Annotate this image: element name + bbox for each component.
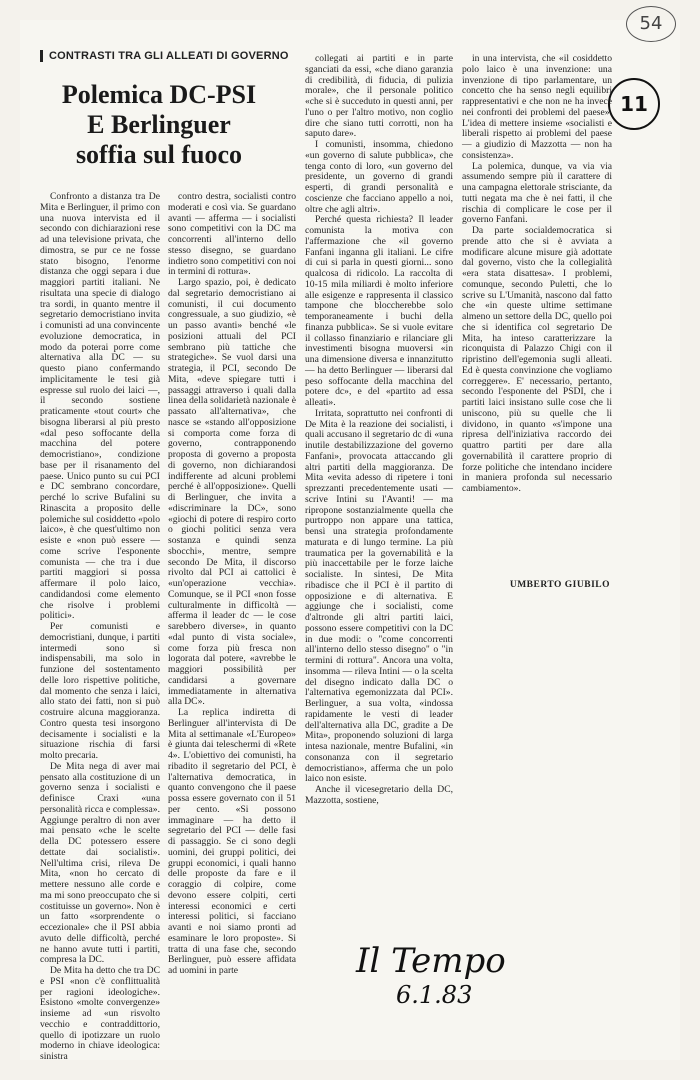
paragraph: Largo spazio, poi, è dedicato dal segretario democristiano ai comunisti, il cui documento congressuale, a suo giudizio, «è un passo avanti» benché «le posizioni attuali del PCI sembrano più tattiche che strategiche». Se vuol darsi una strategia, il PCI, secondo De Mita, «deve spiegare tutti i passaggi attraverso i quali dalla linea della solidarietà nazionale è passato all'alternativa», che nasce se «stando all'opposizione si comporta come forza di governo, contrapponendo proposta di governo a proposta di governo, non dichiarandosi indifferente ad alcuni problemi perché è all'opposizione». Quelli di Berlinguer, che invita a «discriminare la DC», sono «giochi di potere di respiro corto o giochi politici senza vera sostanza e quindi senza sbocchi», mentre, sempre secondo De Mita, il discorso rivolto dal PCI ai cattolici è «un'operazione vecchia». Comunque, se il PCI «non fosse culturalmente in difficoltà — afferma il leader dc — le cose sarebbero diverse», in quanto «dal punto di vista sociale», come forza più fresca non logorata dal potere, «avrebbe le maggiori possibilità per candidarsi a governare immediatamente in alternativa alla DC». (168, 277, 296, 708)
paragraph: I comunisti, insomma, chiedono «un governo di salute pubblica», che tenga conto di loro, «un governo del presidente, un governo di grandi esperti, di grandi personalità e coscienze che facciano appello a noi, oltre che agli altri». (305, 139, 453, 215)
article-column-3 (305, 54, 453, 976)
paragraph: Per comunisti e democristiani, dunque, i partiti intermedi sono sì indispensabili, ma solo in funzione del sostentamento delle loro rispettive politiche, dal momento che senza i laici, allo stato dei fatti, non si può costruire alcuna maggioranza. Contro questa tesi insorgono decisamente i socialisti e la situazione rischia di farsi molto precaria. (40, 621, 160, 761)
paragraph: Irritata, soprattutto nei confronti di De Mita è la reazione dei socialisti, i quali accusano il segretario dc di «una inutile destabilizzazione del governo Fanfani», provocata attaccando gli altri partiti della maggioranza. De Mita «evita adesso di ripetere i toni sprezzanti precedentemente usati — scrive Intini su l'Avanti! — ma ripropone sostanzialmente quella che purtroppo non appare una tattica, bensì una strategia profondamente maturata e di lungo termine. La più traumatica per la governabilità e la più inaccettabile per le forze laiche socialiste. In sintesi, De Mita ribadisce che il PCI è il partito di opposizione e di alternativa. E aggiunge che i socialisti, come d'altronde gli altri partiti laici, possono essere competitivi con la DC in due modi: o "come concorrenti all'interno dello stesso disegno" o "in termini di rottura". Ancora una volta, insomma — rileva Intini — o la scelta del disegno indicato dalla DC o l'alternativa egemonizzata dal PCI». Berlinguer, a sua volta, «indossa rapidamente le vesti di leader dell'alternativa alla DC, gradite a De Mita», proponendo soluzioni di larga intesa nazionale, mentre Bufalini, «in consonanza con il segretario democristiano», afferma che un polo laico non esiste. (305, 407, 453, 785)
article-column-1 (40, 191, 160, 1062)
paragraph: collegati ai partiti e in parte sganciati da essi, «che diano garanzia di credibilità, di fiducia, di pulizia morale», che il personale politico «che si è succeduto in questi anni, per l'uno o per l'altro motivo, non coglio dire che siano tutti corrotti, non ha saputo dare». (305, 53, 453, 140)
headline (40, 80, 278, 170)
paragraph: La polemica, dunque, va via via assumendo sempre più il carattere di una campagna elettorale strisciante, da tutti negata ma che è nei fatti, il che rischia di complicare le cose per il governo Fanfani. (462, 160, 612, 226)
paragraph: La replica indiretta di Berlinguer all'intervista di De Mita al settimanale «L'Europeo» è giunta dai teleschermi di «Rete 4». L'obiettivo dei comunisti, ha ribadito il segretario del PCI, è l'alternativa democratica, in quanto convengono che il paese possa essere governato con il 51 per cento. «Si possono immaginare — ha detto il segretario del PCI — delle fasi di passaggio. Se ci sono degli uomini, dei gruppi politici, dei gruppi economici, i quali hanno delle proposte da fare e il coraggio di colpire, come devono essere colpiti, certi interessi economici e certi interessi politici, si facciano avanti e noi siamo pronti ad esaminare le loro proposte». Si tratta di una fase che, secondo Berlinguer, può essere affidata ad uomini in parte (168, 707, 296, 976)
paragraph: Anche il vicesegretario della DC, Mazzotta, sostiene, (305, 784, 453, 806)
paragraph: Perché questa richiesta? Il leader comunista la motiva con l'affermazione che «il governo Fanfani inganna gli italiani. Le cifre di cui si parla in questi giorni... sono qualcosa di ridicolo. La raccolta di 10-15 mila miliardi è molto inferiore alle esigenze e rappresenta il classico tampone che bloccherebbe solo temporaneamente i buchi della finanza pubblica». Se si vuole evitare il collasso finanziario e rilanciare gli investimenti bisogna muoversi «in una dimensione diversa e innanzitutto — ha detto Berlinguer — liberarsi dal peso soffocante della macchina del potere dc», e del «partito ad essa alleati». (305, 214, 453, 408)
paragraph: Confronto a distanza tra De Mita e Berlinguer, il primo con una nuova intervista ed il secondo con dichiarazioni rese ad una televisione privata, che dimostra, se pur ce ne fosse stato bisogno, l'enorme distanza che oggi separa i due maggiori partiti italiani. Ne risultata una specie di dialogo tra sordi, in quanto mentre il segretario democristiano invita i comunisti ad una convincente evoluzione democratica, in modo da poterai porre come alternativa alla DC — su questo piano confermando implicitamente le tesi già espresse sul ruolo dei laici —, il secondo sostiene praticamente «tout court» che bisogna liberarsi al più presto «dal peso soffocante della macchina del potere democristiano», condizione base per il risanamento del paese. Unico punto su cui PCI e DC sembrano concordare, perché lo scrive Bufalini su Rinascita a proposito delle polemiche sul cosiddetto «polo laico», è che quest'ultimo non esiste e «non può essere — come scrive l'esponente comunista — che tra i due partiti maggiori si possa affermare il polo laico, candidandosi come elemento che risolve i problemi politici». (40, 191, 160, 622)
archive-number-stamp: 54 (626, 6, 676, 42)
author-byline: UMBERTO GIUBILO (509, 580, 610, 590)
paragraph: contro destra, socialisti contro moderati e così via. Se guardano avanti — afferma — i socialisti sono competitivi con la DC ma concorrenti all'interno dello stesso disegno, se guardano indietro sono competitivi con noi in termini di rottura». (168, 191, 296, 278)
section-rubric: CONTRASTI TRA GLI ALLEATI DI GOVERNO (40, 50, 269, 62)
article-column-2 (168, 191, 296, 976)
handwritten-date: 6.1.83 (396, 981, 473, 1009)
headline-line: Polemica DC-PSI (61, 80, 257, 109)
paragraph: in una intervista, che «il cosiddetto polo laico è una invenzione: una invenzione di tipo parlamentare, un concetto che ha senso negli equilibri rappresentativi e che non ne ha invece nei confronti dei problemi del paese». L'idea di mettere insieme «socialisti e liberali rispetto ai problemi del paese — a giudizio di Mazzotta — non ha consistenza». (462, 53, 612, 161)
paragraph: De Mita ha detto che tra DC e PSI «non c'è conflittualità per ragioni ideologiche». Esistono «molte convergenze» insieme ad «un risvolto vecchio e contraddittorio, quello di ipotizzare un ruolo moderno in chiave ideologica: sinistra (40, 965, 160, 1062)
headline-line: E Berlinguer (87, 110, 231, 139)
headline-line: soffia sul fuoco (75, 140, 243, 169)
handwritten-annotation (356, 942, 576, 1010)
article-column-4 (462, 54, 612, 576)
handwritten-publication: Il Tempo (356, 941, 506, 981)
clipping-number-circle: 11 (608, 78, 660, 130)
paragraph: De Mita nega di aver mai pensato alla costituzione di un governo senza i socialisti e definisce Craxi «una personalità ricca e complessa». Aggiunge peraltro di non aver mai pensato «che le scelte della DC potessero essere dettate dai socialisti». Nell'ultima crisi, rileva De Mita, «non ho cercato di mettere nessuno alle corde e ma mi sono preoccupato che si costituisse un governo». Non è un fatto «sorprendente o eccezionale» che il PSI abbia avuto delle difficoltà, perché ne hanno avute tutti i partiti, compresa la DC. (40, 760, 160, 966)
paragraph: Da parte socialdemocratica si prende atto che si è avviata a modificare alcune misure già adottate dal governo, visto che la collegialità «era stata disattesa». I problemi, comunque, secondo Puletti, che lo scrive su L'Umanità, nascono dal fatto che «in queste ultime settimane almeno un settore della DC, quello poi che si identifica col segretario De Mita, ha inteso caratterizzare la riconquista di Palazzo Chigi con il ripristino dell'egemonia sugli alleati. Ed è questa convinzione che vogliamo correggere». E' necessario, pertanto, secondo l'esponente del PSDI, che i partiti laici insistano sulle cose che li uniscono, più su quelle che li dividono, in quanto «s'impone una ripresa dell'iniziativa raccordo dei quattro partiti per dare alla governabilità il carattere proprio di forze politiche che intendano incidere in maniera profonda sul necessario cambiamento». (462, 225, 612, 494)
